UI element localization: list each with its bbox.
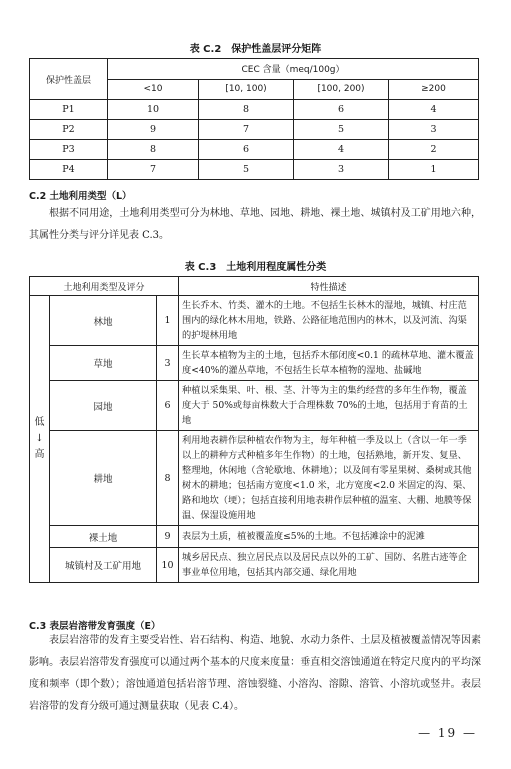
table-c2-group-header: CEC 含量（meq/100g） xyxy=(108,59,479,80)
table-cell: 6 xyxy=(294,100,389,120)
row-label: P3 xyxy=(30,140,108,160)
section-c3-heading: C.3 表层岩溶带发育强度（E） xyxy=(29,621,161,632)
table-row xyxy=(30,160,479,180)
section-c2-paragraph: 根据不同用途，土地利用类型可分为林地、草地、园地、耕地、裸土地、城镇村及工矿用地六种，其属性分类与评分详见表 C.3。 xyxy=(29,208,481,241)
land-score: 8 xyxy=(157,431,179,526)
side-label xyxy=(30,296,50,583)
land-type: 林地 xyxy=(50,296,157,346)
land-type: 裸土地 xyxy=(50,526,157,548)
table-cell: 9 xyxy=(108,120,199,140)
table-cell: 10 xyxy=(108,100,199,120)
land-type: 园地 xyxy=(50,381,157,431)
table-row xyxy=(30,548,479,583)
land-description: 生长乔木、竹类、灌木的土地。不包括生长林木的湿地，城镇、村庄范围内的绿化林木用地，铁路、公路征地范围内的林木，以及河流、沟渠的护堤林用地 xyxy=(179,296,479,346)
table-cell: 8 xyxy=(199,100,294,120)
table-c3-caption: 表 C.3 土地利用程度属性分类 xyxy=(184,262,327,273)
table-row xyxy=(30,346,479,381)
table-cell: 6 xyxy=(199,140,294,160)
table-cell: 5 xyxy=(199,160,294,180)
table-c2-col-header: [10, 100) xyxy=(199,79,294,100)
table-c2-row-header: 保护性盖层 xyxy=(30,59,108,100)
land-description: 生长草本植物为主的土地，包括乔木郁闭度<0.1 的疏林草地、灌木覆盖度<40%的灌丛草地，不包括生长草本植物的湿地、盐碱地 xyxy=(179,346,479,381)
land-score: 10 xyxy=(157,548,179,583)
table-cell: 3 xyxy=(389,120,479,140)
land-score: 6 xyxy=(157,381,179,431)
table-row xyxy=(30,526,479,548)
section-c2-heading: C.2 土地利用类型（L） xyxy=(29,191,132,202)
land-score: 3 xyxy=(157,346,179,381)
row-label: P4 xyxy=(30,160,108,180)
table-cell: 4 xyxy=(389,100,479,120)
land-description: 表层为土质，植被覆盖度≤5%的土地。不包括滩涂中的泥滩 xyxy=(179,526,479,548)
side-label-high: 高 xyxy=(34,449,45,460)
table-cell: 7 xyxy=(199,120,294,140)
table-row xyxy=(30,431,479,526)
table-c3 xyxy=(29,276,479,583)
arrow-down-icon: ↓ xyxy=(35,433,44,444)
land-description: 利用地表耕作层种植农作物为主，每年种植一季及以上（含以一年一季以上的耕种方式种植多年生作物）的土地，包括熟地，新开发、复垦、整理地，休闲地（含轮歇地、休耕地）；以及间有零星果树、桑树或其他树木的耕地；包括南方宽度<1.0 米，北方宽度<2.0 米固定的沟、渠、路和地坎（埂）；包括直接利用地表耕作层种植的温室、大棚、地膜等保温、保湿设施用地 xyxy=(179,431,479,526)
table-c2-caption: 表 C.2 保护性盖层评分矩阵 xyxy=(189,44,322,55)
land-score: 9 xyxy=(157,526,179,548)
table-c2-col-header: [100, 200) xyxy=(294,79,389,100)
land-score: 1 xyxy=(157,296,179,346)
page-number: — 19 — xyxy=(418,726,477,740)
land-type: 草地 xyxy=(50,346,157,381)
table-cell: 1 xyxy=(389,160,479,180)
table-cell: 8 xyxy=(108,140,199,160)
table-cell: 4 xyxy=(294,140,389,160)
land-type: 城镇村及工矿用地 xyxy=(50,548,157,583)
table-cell: 2 xyxy=(389,140,479,160)
table-c2 xyxy=(29,58,479,180)
table-c3-desc-header: 特性描述 xyxy=(179,277,479,296)
table-cell: 7 xyxy=(108,160,199,180)
table-row xyxy=(30,120,479,140)
table-c2-col-header: <10 xyxy=(108,79,199,100)
table-row xyxy=(30,381,479,431)
land-description: 城乡居民点、独立居民点以及居民点以外的工矿、国防、名胜古迹等企事业单位用地，包括其内部交通、绿化用地 xyxy=(179,548,479,583)
land-type: 耕地 xyxy=(50,431,157,526)
table-cell: 5 xyxy=(294,120,389,140)
table-c2-col-header: ≥200 xyxy=(389,79,479,100)
table-cell: 3 xyxy=(294,160,389,180)
table-c3-type-header: 土地利用类型及评分 xyxy=(30,277,179,296)
land-description: 种植以采集果、叶、根、茎、汁等为主的集约经营的多年生作物，覆盖度大于 50%或每亩株数大于合理株数 70%的土地，包括用于育苗的土地 xyxy=(179,381,479,431)
row-label: P1 xyxy=(30,100,108,120)
table-row xyxy=(30,296,479,346)
section-c3-paragraph: 表层岩溶带的发育主要受岩性、岩石结构、构造、地貌、水动力条件、土层及植被覆盖情况等因素影响。表层岩溶带发育强度可以通过两个基本的尺度来度量：垂直相交溶蚀通道在特定尺度内的平均深度和频率（即个数）；溶蚀通道包括岩溶节理、溶蚀裂缝、小溶沟、溶隙、溶管、小溶坑或竖井。表层岩溶带的发育分级可通过测量获取（见表 C.4）。 xyxy=(29,635,481,712)
row-label: P2 xyxy=(30,120,108,140)
table-row xyxy=(30,140,479,160)
side-label-low: 低 xyxy=(34,417,45,428)
table-row xyxy=(30,100,479,120)
